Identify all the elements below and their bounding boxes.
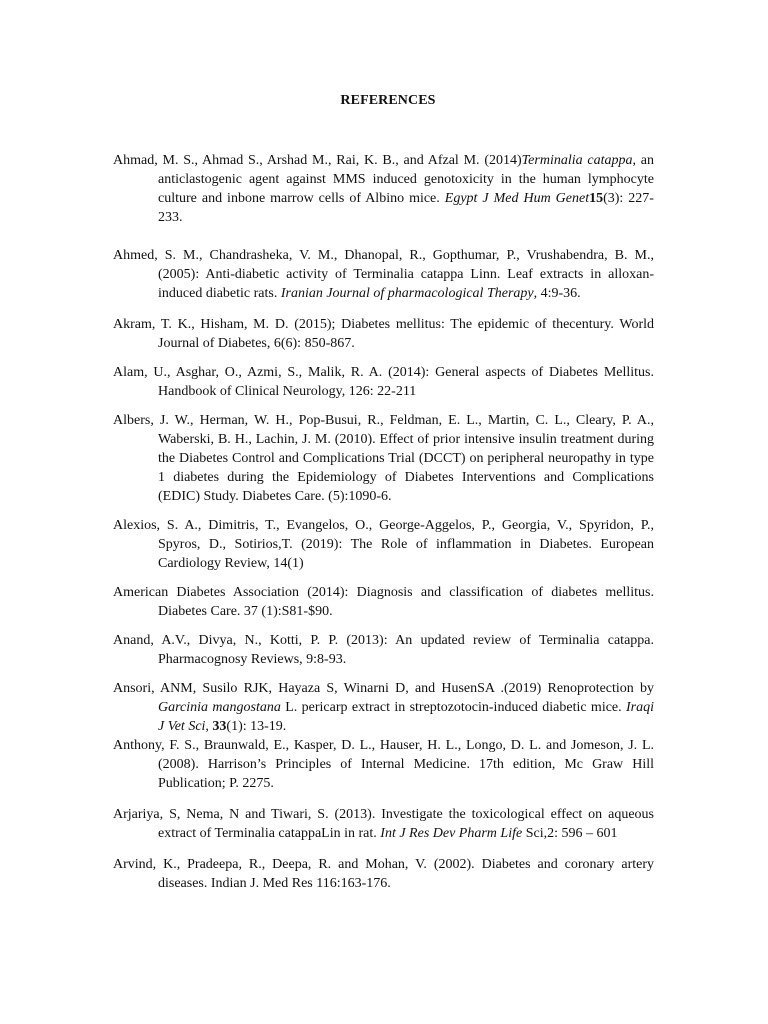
reference-list bbox=[113, 151, 654, 893]
reference-text: Albers, J. W., Herman, W. H., Pop-Busui, R., Feldman, E. L., Martin, C. L., Cleary, P. A., Waberski, B. H., Lachin, J. M. (2010). Effect of prior intensive insulin treatment during the Diabetes Control and Complications Trial (DCCT) on peripheral neuropathy in type 1 diabetes during the Epidemiology of Diabetes Interventions and Complications (EDIC) Study. Diabetes Care. (5):1090-6. bbox=[113, 413, 654, 504]
reference-text: Arjariya, S, Nema, N and Tiwari, S. (2013). Investigate the toxicological effect on aqueous extract of Terminalia catappaLin in rat. bbox=[113, 807, 654, 841]
reference-entry bbox=[113, 631, 654, 669]
reference-text: Int J Res Dev Pharm Life bbox=[380, 826, 523, 841]
reference-text: Alexios, S. A., Dimitris, T., Evangelos, O., George-Aggelos, P., Georgia, V., Spyridon, P., Spyros, D., Sotirios,T. (2019): The Role of inflammation in Diabetes. European Cardiology Review, 14(1) bbox=[113, 518, 654, 571]
reference-text: American Diabetes Association (2014): Diagnosis and classification of diabetes mellitus. Diabetes Care. 37 (1):S81-$90. bbox=[113, 585, 654, 619]
reference-text: Ahmed, S. M., Chandrasheka, V. M., Dhanopal, R., Gopthumar, P., Vrushabendra, B. M., (2005): Anti-diabetic activity of Terminalia catappa Linn. Leaf extracts in alloxan-induced diabetic rats. bbox=[113, 248, 654, 301]
reference-text: Alam, U., Asghar, O., Azmi, S., Malik, R. A. (2014): General aspects of Diabetes Mellitus. Handbook of Clinical Neurology, 126: 22-211 bbox=[113, 365, 654, 399]
reference-text: L. pericarp extract in streptozotocin-induced diabetic mice. bbox=[280, 700, 627, 715]
reference-entry bbox=[113, 736, 654, 793]
reference-text: , 4:9-36. bbox=[533, 286, 581, 301]
reference-entry bbox=[113, 151, 654, 227]
reference-text: Anand, A.V., Divya, N., Kotti, P. P. (2013): An updated review of Terminalia catappa. Pharmacognosy Reviews, 9:8-93. bbox=[113, 633, 654, 667]
reference-text: Anthony, F. S., Braunwald, E., Kasper, D. L., Hauser, H. L., Longo, D. L. and Jomeson, J. L. (2008). Harrison’s Principles of Internal Medicine. 17th edition, Mc Graw Hill Publication; P. 2275. bbox=[113, 738, 654, 791]
reference-entry bbox=[113, 246, 654, 303]
reference-entry bbox=[113, 583, 654, 621]
reference-text: , an anticlastogenic agent against MMS induced genotoxicity in the human lymphocyte culture and inbone marrow cells of Albino mice. bbox=[158, 153, 655, 206]
reference-text: Ahmad, M. S., Ahmad S., Arshad M., Rai, K. B., and Afzal M. (2014) bbox=[113, 153, 522, 168]
reference-entry bbox=[113, 679, 654, 736]
reference-text: 15 bbox=[589, 191, 604, 206]
reference-entry bbox=[113, 516, 654, 573]
reference-entry bbox=[113, 805, 654, 843]
reference-text: Akram, T. K., Hisham, M. D. (2015); Diabetes mellitus: The epidemic of thecentury. World Journal of Diabetes, 6(6): 850-867. bbox=[113, 317, 654, 351]
reference-text: Egypt J Med Hum Genet bbox=[444, 191, 590, 206]
reference-text: Iranian Journal of pharmacological Therapy bbox=[280, 286, 534, 301]
reference-text: Terminalia catappa bbox=[521, 153, 633, 168]
reference-text: Arvind, K., Pradeepa, R., Deepa, R. and Mohan, V. (2002). Diabetes and coronary artery diseases. Indian J. Med Res 116:163-176. bbox=[113, 857, 654, 891]
reference-text: (1): 13-19. bbox=[226, 719, 287, 734]
reference-entry bbox=[113, 315, 654, 353]
reference-text: , bbox=[205, 719, 213, 734]
reference-text: Sci,2: 596 – 601 bbox=[522, 826, 618, 841]
reference-text: Ansori, ANM, Susilo RJK, Hayaza S, Winarni D, and HusenSA .(2019) Renoprotection by bbox=[113, 681, 654, 696]
page-title: REFERENCES bbox=[340, 93, 436, 108]
reference-entry bbox=[113, 855, 654, 893]
reference-text: Iraqi J Vet Sci bbox=[158, 700, 655, 734]
reference-text: Garcinia mangostana bbox=[158, 700, 281, 715]
reference-entry bbox=[113, 363, 654, 401]
reference-text: 33 bbox=[212, 719, 227, 734]
reference-text: (3): 227-233. bbox=[158, 191, 654, 225]
reference-entry bbox=[113, 411, 654, 506]
